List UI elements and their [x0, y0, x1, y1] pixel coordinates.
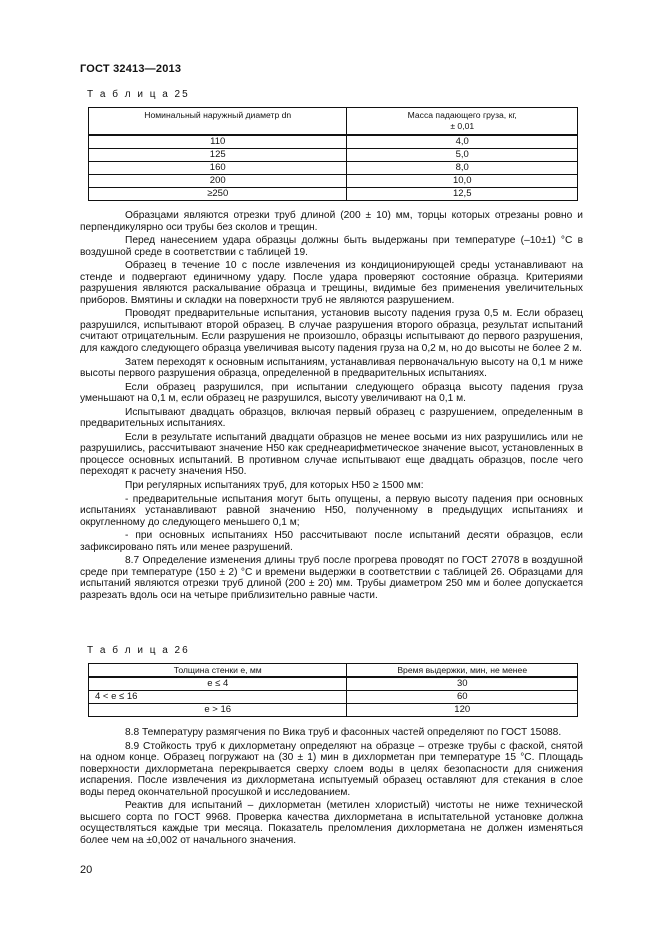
table-cell: 120 [347, 704, 578, 717]
table-25 [88, 107, 578, 201]
paragraph: Реактив для испытаний – дихлорметан (метилен хлористый) чистоты не ниже технической высшего сорта по ГОСТ 9968. Проверка качества дихлорметана в испытательной установке должна осуществляться каждые три месяца. Показатель преломления дихлорметана не должен изменяться более чем на ±0,002 от начального значения. [80, 800, 583, 846]
table-row [89, 135, 578, 149]
table-cell: 160 [89, 162, 347, 175]
table-25-header-mass-line1: Масса падающего груза, кг, [407, 110, 517, 120]
paragraph: 8.8 Температуру размягчения по Вика труб и фасонных частей определяют по ГОСТ 15088. [125, 727, 562, 738]
paragraph: Испытывают двадцать образцов, включая первый образец с разрушением, определенным в предварительных испытаниях. [80, 406, 583, 430]
page-number: 20 [80, 864, 93, 876]
paragraph: Образцами являются отрезки труб длиной (200 ± 10) мм, торцы которых отрезаны ровно и перпендикулярно оси трубы без сколов и трещин. [80, 210, 583, 233]
table-25-caption: Т а б л и ц а 25 [87, 89, 190, 100]
table-row [89, 677, 578, 691]
table-cell: е > 16 [89, 704, 347, 717]
table-cell: 10,0 [347, 175, 578, 188]
table-cell: 4,0 [347, 135, 578, 149]
table-25-header-diameter [89, 108, 347, 136]
table-row [89, 704, 578, 717]
table-cell: 30 [347, 677, 578, 691]
table-cell: 60 [347, 691, 578, 704]
paragraph: Перед нанесением удара образцы должны быть выдержаны при температуре (–10±1) °С в воздушной среде в соответствии с таблицей 19. [80, 235, 583, 258]
table-cell: 8,0 [347, 162, 578, 175]
table-25-header-mass [347, 108, 578, 136]
paragraph: Проводят предварительные испытания, установив высоту падения груза 0,5 м. Если образец разрушился, испытывают второй образец. В случае разрушения второго образца, результат испытаний считают отрицательным. Если разрушения не произошло, образцы испытывают до первого разрушения, для каждого следующего образца увеличивая высоту падения груза на 0,2 м, но до высоты не более 2 м. [80, 308, 583, 355]
table-cell: 125 [89, 149, 347, 162]
paragraph: При регулярных испытаниях труб, для которых Н50 ≥ 1500 мм: [125, 480, 424, 492]
paragraph: Затем переходят к основным испытаниям, устанавливая первоначальную высоту на 0,1 м ниже высоты первого разрушения образца, определенной в предварительных испытаниях. [80, 356, 583, 380]
table-26-caption: Т а б л и ц а 26 [87, 645, 190, 656]
table-cell: 110 [89, 135, 347, 149]
table-26-header-time: Время выдержки, мин, не менее [347, 664, 578, 678]
table-row [89, 188, 578, 201]
table-cell: 12,5 [347, 188, 578, 201]
table-cell: 5,0 [347, 149, 578, 162]
table-cell: е ≤ 4 [89, 677, 347, 691]
paragraph: 8.7 Определение изменения длины труб после прогрева проводят по ГОСТ 27078 в воздушной среде при температуре (150 ± 2) °С и времени выдержки в соответствии с таблицей 26. Образцами для испытаний являются отрезки труб длиной (200 ± 20) мм. Трубы диаметром 250 мм и более допускается разрезать вдоль оси на четыре приблизительно равные части. [80, 555, 583, 601]
table-row [89, 175, 578, 188]
body-text-section-1 [80, 210, 583, 604]
table-25-header-mass-line2: ± 0,01 [450, 121, 475, 131]
table-row [89, 162, 578, 175]
table-row [89, 149, 578, 162]
table-26 [88, 663, 578, 717]
document-header: ГОСТ 32413—2013 [80, 63, 182, 75]
paragraph: 8.9 Стойкость труб к дихлорметану определяют на образце – отрезке трубы с фаской, снятой на одном конце. Образец погружают на (30 ± 1) мин в дихлорметан при температуре 15 °С. Площадь поверхности дихлорметана перекрывается сверху слоем воды в целях безопасности для снижения испарения. После извлечения из дихлорметана испытуемый образец оставляют для стекания в слое воды перед окончательной просушкой и исследованием. [80, 740, 583, 798]
table-cell: ≥250 [89, 188, 347, 201]
table-row [89, 691, 578, 704]
table-26-header-thickness: Толщина стенки е, мм [89, 664, 347, 678]
table-cell: 200 [89, 175, 347, 188]
table-cell: 4 < е ≤ 16 [89, 691, 347, 704]
paragraph: - при основных испытаниях Н50 рассчитывают после испытаний десяти образцов, если зафиксировано пять или менее разрушений. [80, 530, 583, 553]
paragraph: - предварительные испытания могут быть опущены, а первую высоту падения при основных испытаниях устанавливают равной значению Н50, полученному в предыдущих испытаниях и округленному до следующего меньшего 0,1 м; [80, 493, 583, 528]
paragraph: Если образец разрушился, при испытании следующего образца высоту падения груза уменьшают на 0,1 м, если образец не разрушился, высоту увеличивают на 0,1 м. [80, 381, 583, 405]
table-25-header-diameter-text: Номинальный наружный диаметр dn [144, 110, 292, 120]
body-text-section-2 [80, 727, 583, 848]
paragraph: Если в результате испытаний двадцати образцов не менее восьми из них разрушились или не разрушились, рассчитывают значение Н50 как среднеарифметическое значение высот, установленных в процессе основных испытаний. В противном случае испытывают еще двадцать образцов, после чего переходят к расчету значения Н50. [80, 431, 583, 478]
paragraph: Образец в течение 10 с после извлечения из кондиционирующей среды устанавливают на стенде и подвергают единичному удару. После удара проверяют состояние образца. Критериями разрушения являются раскалывание образца и трещины, видимые без применения увеличительных приборов. Вмятины и складки на поверхности труб не являются разрушением. [80, 260, 583, 306]
